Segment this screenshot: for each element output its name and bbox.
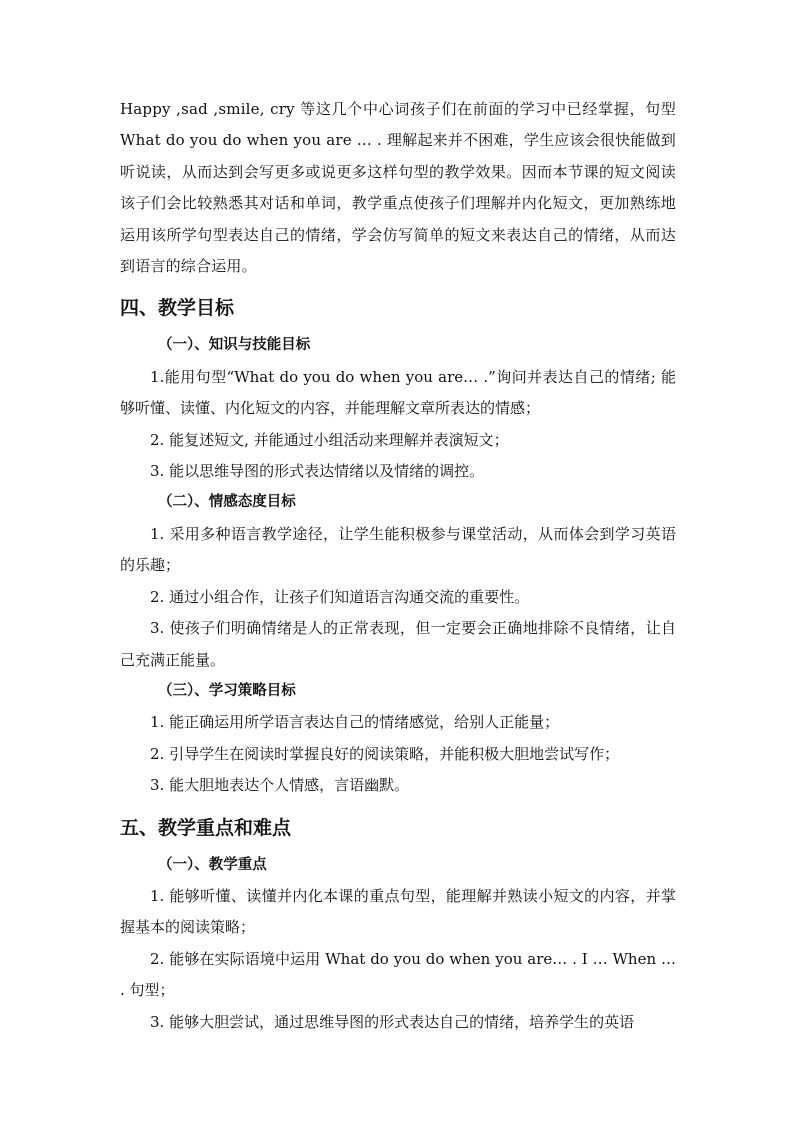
list-item: 1.能用句型“What do you do when you are… .”询问并表达自己的情绪; 能够听懂、读懂、内化短文的内容，并能理解文章所表达的情感； (120, 367, 676, 418)
section-4-title: 四、教学目标 (120, 297, 235, 320)
list-item: 1. 能正确运用所学语言表达自己的情绪感觉，给别人正能量； (150, 713, 560, 732)
section-4-sub-2-title: （二）、情感态度目标 (158, 494, 296, 511)
intro-paragraph: Happy ,sad ,smile, cry 等这几个中心词孩子们在前面的学习中已经掌握，句型What do you do when you are … . 理解起来并不困难，学生应该会很快能做到听说读，从而达到会写更多或说更多这样句型的教学效果。因而本节课的短文阅读该子们会比较熟悉其对话和单词，教学重点使孩子们理解并内化短文，更加熟练地运用该所学句型表达自己的情绪，学会仿写简单的短文来表达自己的情绪，从而达到语言的综合运用。 (120, 100, 676, 276)
list-item: 2. 能够在实际语境中运用 What do you do when you are… . I … When … . 句型； (120, 949, 676, 1000)
section-4-sub-3-title: （三）、学习策略目标 (158, 682, 296, 699)
list-item: 1. 采用多种语言教学途径，让学生能积极参与课堂活动，从而体会到学习英语的乐趣； (120, 524, 676, 575)
list-item: 3. 能以思维导图的形式表达情绪以及情绪的调控。 (150, 462, 485, 481)
list-item: 3. 能够大胆尝试，通过思维导图的形式表达自己的情绪，培养学生的英语 (150, 1012, 635, 1031)
section-5-sub-1-title: （一）、教学重点 (158, 856, 267, 873)
list-item: 3. 使孩子们明确情绪是人的正常表现，但一定要会正确地排除不良情绪，让自己充满正能量。 (120, 619, 676, 669)
document-page (120, 94, 676, 1038)
section-4-sub-1-title: （一）、知识与技能目标 (158, 337, 311, 354)
list-item: 1. 能够听懂、读懂并内化本课的重点句型，能理解并熟读小短文的内容，并掌握基本的阅读策略； (120, 886, 676, 937)
list-item: 2. 能复述短文, 并能通过小组活动来理解并表演短文； (150, 430, 509, 449)
list-item: 2. 通过小组合作，让孩子们知道语言沟通交流的重要性。 (150, 587, 530, 606)
list-item: 2. 引导学生在阅读时掌握良好的阅读策略，并能积极大胆地尝试写作； (150, 744, 620, 763)
list-item: 3. 能大胆地表达个人情感，言语幽默。 (150, 776, 410, 795)
section-5-title: 五、教学重点和难点 (120, 816, 292, 839)
